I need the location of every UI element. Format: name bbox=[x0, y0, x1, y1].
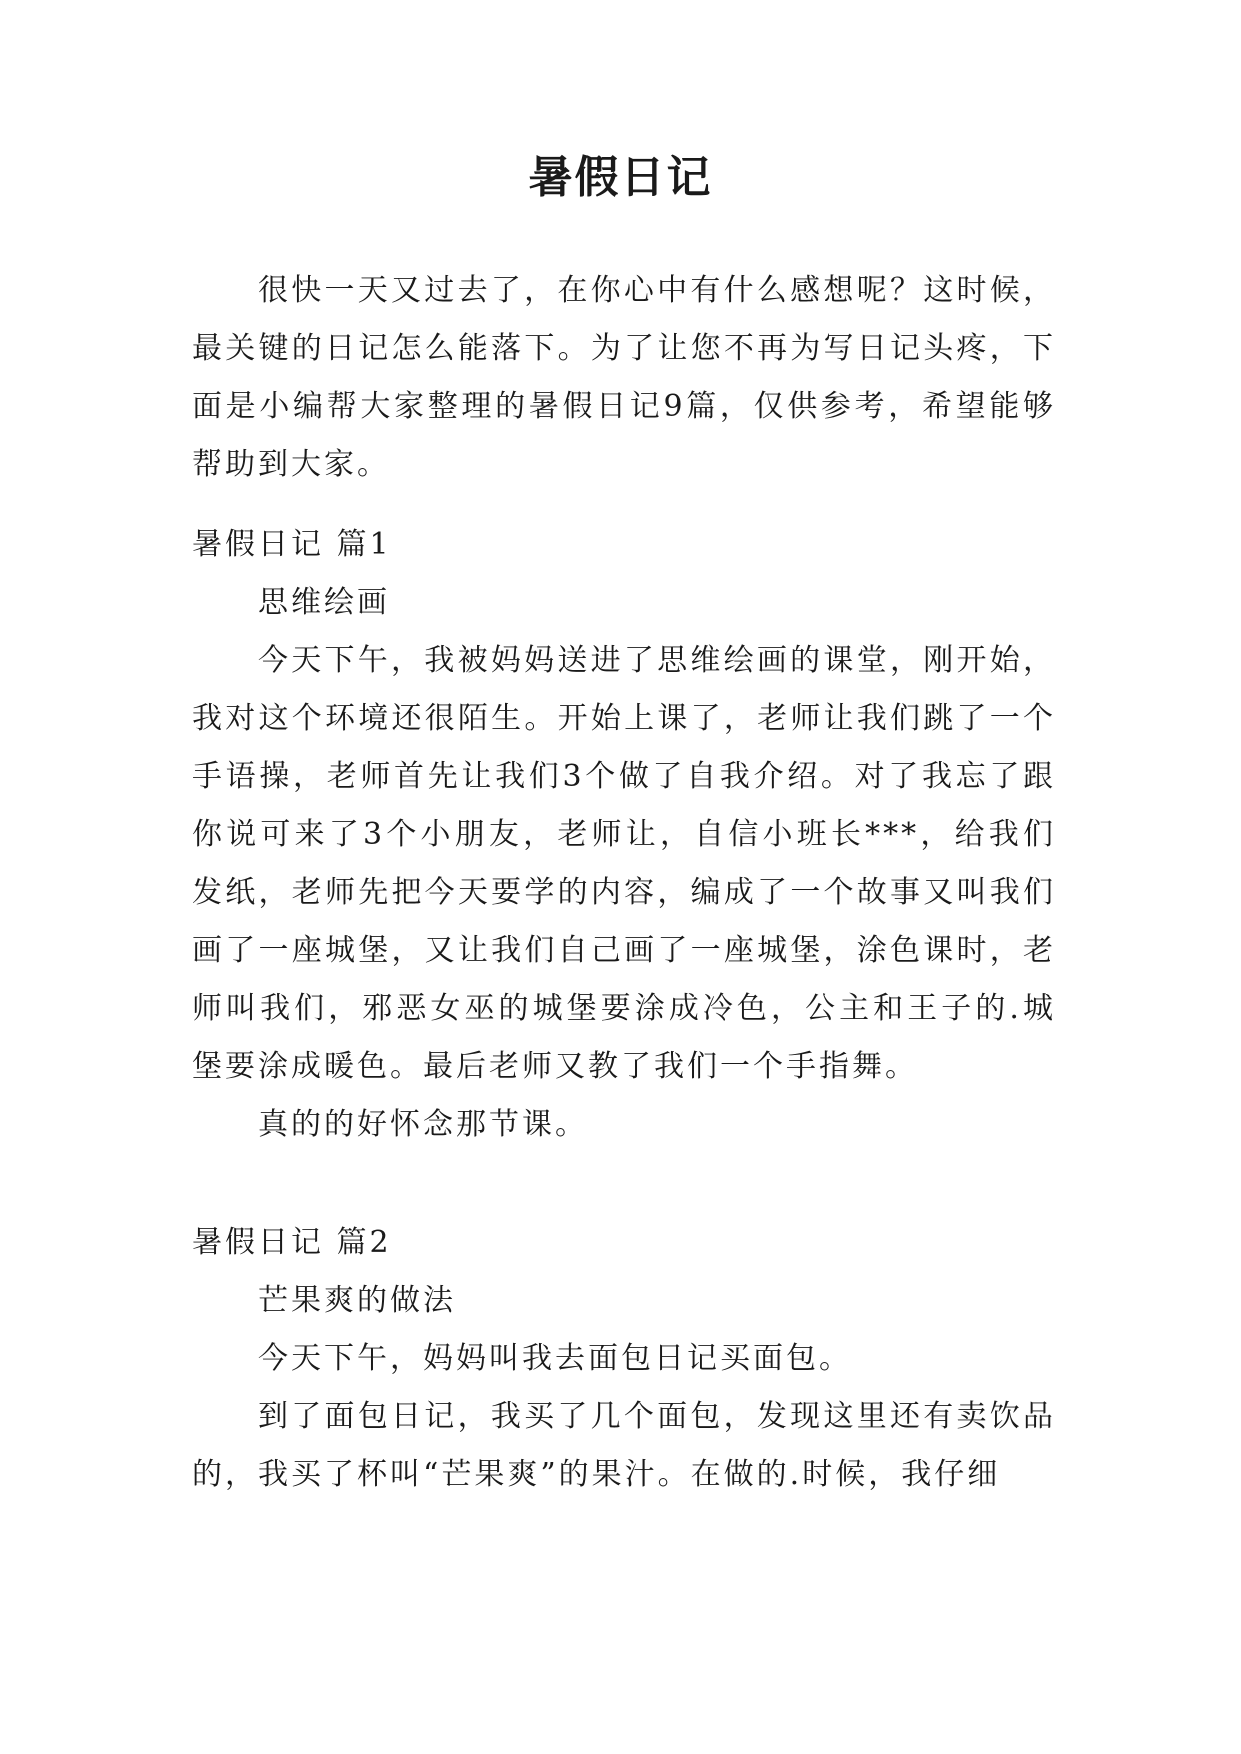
entry-1 bbox=[192, 516, 1056, 1154]
entry-paragraph: 到了面包日记，我买了几个面包，发现这里还有卖饮品的，我买了杯叫“芒果爽”的果汁。在做的.时候，我仔细 bbox=[192, 1399, 1056, 1492]
entry-subtitle: 芒果爽的做法 bbox=[258, 1283, 456, 1318]
entry-2 bbox=[192, 1214, 1056, 1504]
document-title: 暑假日记 bbox=[528, 152, 713, 203]
entry-subtitle: 思维绘画 bbox=[258, 585, 390, 620]
entry-heading: 暑假日记 篇2 bbox=[192, 1225, 392, 1260]
entry-paragraph: 今天下午，我被妈妈送进了思维绘画的课堂，刚开始，我对这个环境还很陌生。开始上课了，老师让我们跳了一个手语操，老师首先让我们3个做了自我介绍。对了我忘了跟你说可来了3个小朋友，老师让，自信小班长***，给我们发纸，老师先把今天要学的内容，编成了一个故事又叫我们画了一座城堡，又让我们自己画了一座城堡，涂色课时，老师叫我们，邪恶女巫的城堡要涂成冷色，公主和王子的.城堡要涂成暖色。最后老师又教了我们一个手指舞。 bbox=[192, 643, 1056, 1084]
intro-block bbox=[192, 262, 1056, 494]
intro-paragraph: 很快一天又过去了，在你心中有什么感想呢？这时候，最关键的日记怎么能落下。为了让您不再为写日记头疼，下面是小编帮大家整理的暑假日记9篇，仅供参考，希望能够帮助到大家。 bbox=[192, 273, 1056, 482]
entry-paragraph: 真的的好怀念那节课。 bbox=[258, 1107, 588, 1142]
entry-heading: 暑假日记 篇1 bbox=[192, 527, 392, 562]
entry-paragraph: 今天下午，妈妈叫我去面包日记买面包。 bbox=[258, 1341, 852, 1376]
